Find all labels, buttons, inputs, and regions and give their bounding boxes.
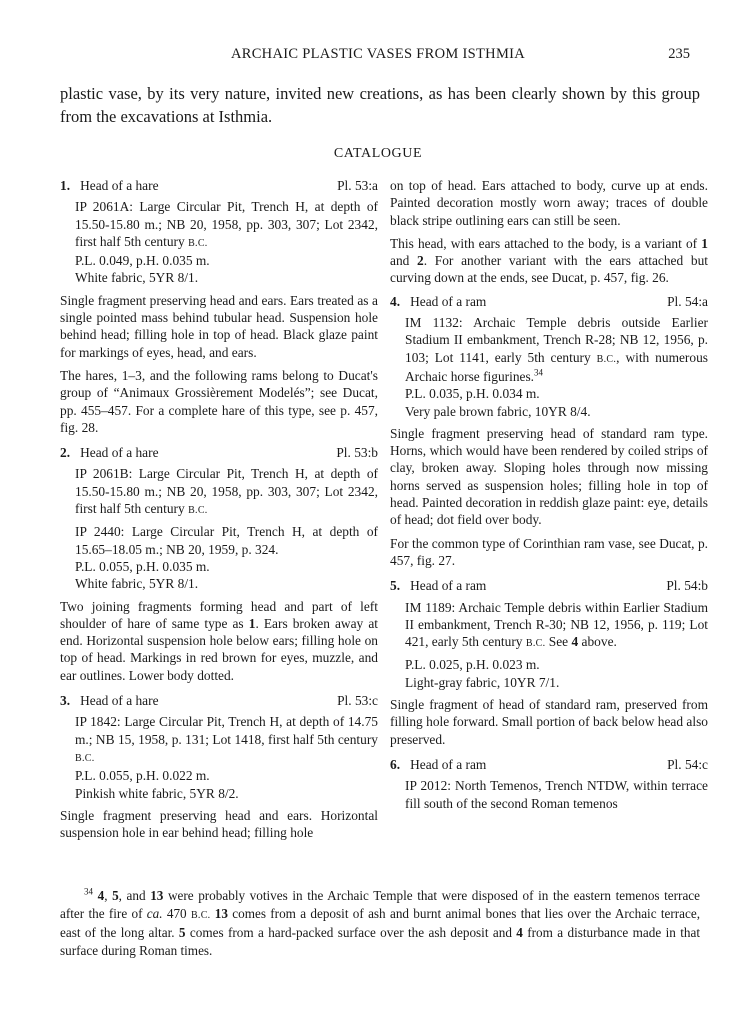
catalogue-entry-4 [390,293,708,569]
description [60,598,378,684]
plate-reference: Pl. 53:c [337,693,378,709]
dimensions: P.L. 0.055, p.H. 0.022 m. [75,768,210,784]
entry-title-group [60,444,159,461]
catalogue-entry-3 [60,692,378,841]
fabric: White fabric, 5YR 8/1. [75,576,199,592]
commentary: The hares, 1–3, and the following rams belong to Ducat's group of “Animaux Grossièrement Modelés”; see Ducat, pp. 455–457. For a complete hare of this type, see p. 457, fig. 28. [60,367,378,435]
entry-title: Head of a ram [410,293,487,309]
entry-title: Head of a ram [410,578,487,594]
entry-reference: 5 [178,925,186,940]
find-text: IM 1189: Archaic Temple debris within Earlier Stadium II embankment, Trench R-30; NB 12, 1956, p. 119; Lot 421, early 5th century [405,599,708,650]
entry-heading [60,692,378,709]
description: Single fragment preserving head and ears. Ears treated as a single pointed mass behind tubular head. Suspension hole behind head; filling hole in top of head. Black glaze paint for markings of eyes, head, and ears. [60,292,378,360]
find-context [75,198,378,252]
entry-reference: 5 [112,888,119,903]
footnote-34 [60,887,700,959]
era-label: B.C. [188,237,208,249]
find-text: IP 2061B: Large Circular Pit, Trench H, at depth of 15.50-15.80 m.; NB 20, 1958, pp. 303, 307; Lot 2342, first half 5th century [75,466,378,517]
commentary-text: and [390,253,410,269]
entry-heading [60,177,378,194]
entry-title-group [390,756,486,773]
entry-title-group [60,692,159,709]
entry-heading [390,577,708,594]
era-label: B.C. [596,353,617,365]
entry-number: 3. [60,693,71,709]
entry-metadata [60,713,378,801]
entry-title: Head of a ram [410,756,487,772]
commentary [390,235,708,287]
description: Single fragment preserving head and ears. Horizontal suspension hole in ear behind head; filling hole [60,807,378,841]
entry-metadata [390,314,708,420]
entry-title-group [390,577,486,594]
entry-heading [60,444,378,461]
entry-title: Head of a hare [80,693,159,709]
dimensions: P.L. 0.055, p.H. 0.035 m. [75,558,210,574]
dimensions: P.L. 0.025, p.H. 0.023 m. [405,657,540,673]
left-column [60,177,378,849]
entry-heading [390,293,708,310]
description-text: Two joining fragments forming head and part of left shoulder of hare of same type as [60,598,378,631]
entry-number: 6. [390,756,401,772]
entry-reference: 1 [701,235,708,251]
entry-reference: 13 [150,888,164,903]
page-number: 235 [668,46,690,62]
dimensions: P.L. 0.049, p.H. 0.035 m. [75,253,210,269]
footnote-text: were probably votives in the Archaic Temple that were disposed of in the eastern temenos terrace after the fire of [60,888,701,921]
plate-reference: Pl. 53:b [336,445,378,461]
footnote-text: , and [118,888,151,903]
entry-title: Head of a hare [80,178,159,193]
description: Single fragment preserving head of standard ram type. Horns, which would have been rendered by coiled strips of clay, broken away. Sloping holes through now missing horns served as suspension holes; filling hole in top of head. Painted decoration in reddish glaze paint: eye, details of head; dot field over body. [390,425,708,528]
entry-reference: 2 [417,253,424,269]
entry-reference: 13 [214,905,228,921]
entry-number: 2. [60,445,71,461]
description-text: . Ears broken away at end. Horizontal suspension hole below ears; filling hole on top of head. Markings in red brown for eyes, muzzle, and ear outlines. Lower body dotted. [60,615,378,683]
fabric: White fabric, 5YR 8/1. [75,270,199,286]
running-title: ARCHAIC PLASTIC VASES FROM ISTHMIA [230,46,526,62]
entry-metadata [60,198,378,286]
plate-reference: Pl. 53:a [337,178,378,193]
find-text: IP 2061A: Large Circular Pit, Trench H, at depth of 15.50-15.80 m.; NB 20, 1958, pp. 303, 307; Lot 2342, first half 5th century [75,199,378,249]
footnote-text: , [104,888,113,903]
description: Single fragment of head of standard ram, preserved from filling hole forward. Small portion of back below head also preserved. [390,697,708,747]
fabric: Light-gray fabric, 10YR 7/1. [405,674,560,690]
plate-reference: Pl. 54:b [666,578,708,594]
footnote-marker[interactable]: 34 [534,367,544,378]
entry-number: 5. [390,578,401,594]
right-column [390,177,708,820]
intro-paragraph: plastic vase, by its very nature, invited new creations, as has been clearly shown by this group from the excavations at Isthmia. [60,84,700,126]
find-context: IP 2012: North Temenos, Trench NTDW, within terrace fill south of the second Roman temenos [405,778,708,811]
footnote-text: 470 [166,905,187,921]
entry-title-group [390,293,486,310]
running-head [0,46,756,66]
footnote-text: from a disturbance made in that surface during Roman times. [60,925,700,958]
entry-reference: 1 [248,615,256,631]
find-text: IP 1842: Large Circular Pit, Trench H, at depth of 14.75 m.; NB 15, 1958, p. 131; Lot 1418, first half 5th century [75,714,378,747]
entry-title-group [60,177,159,194]
entry-heading [390,756,708,773]
find-text: above. [581,634,617,650]
entry-number: 4. [390,293,401,309]
entry-metadata [390,599,708,691]
footnote-text: comes from a hard-packed surface over the ash deposit and [189,925,512,940]
footnote-number: 34 [84,886,93,897]
find-text: IM 1132: Archaic Temple debris outside Earlier Stadium II embankment, Trench R-28; NB 12, 1956, p. 103; Lot 1141, early 5th century [405,315,708,365]
entry-metadata [390,777,708,812]
find-text: , with numerous Archaic horse figurines. [405,349,708,384]
era-label: B.C. [190,909,211,921]
catalogue-entry-5 [390,577,708,748]
find-context [75,465,378,519]
catalogue-entry-2 [60,444,378,684]
footnote-text: comes from a deposit of ash and burnt animal bones that lies over the Archaic terrace, east of the long altar. [60,905,701,940]
find-context-2: IP 2440: Large Circular Pit, Trench H, at depth of 15.65–18.05 m.; NB 20, 1959, p. 324. [75,524,378,557]
catalogue-entry-6 [390,756,708,812]
commentary-text: . For another variant with the ears attached but curving down at the ends, see Ducat, p. 457, fig. 26. [390,253,708,286]
find-context [75,713,378,767]
entry-title: Head of a hare [80,445,159,461]
catalogue-entry-1 [60,177,378,436]
era-label: B.C. [525,638,546,650]
dimensions: P.L. 0.035, p.H. 0.034 m. [405,386,540,402]
entry-reference: 4 [571,634,579,650]
commentary-text: This head, with ears attached to the body, is a variant of [390,235,698,251]
era-label: B.C. [188,505,208,517]
plate-reference: Pl. 54:c [667,756,708,772]
era-label: B.C. [75,752,95,764]
plate-reference: Pl. 54:a [667,293,708,309]
entry-reference: 4 [97,888,105,903]
find-context [405,599,708,653]
entry-reference: 4 [516,925,523,940]
footnote-text: ca. [146,905,163,921]
find-text: See [548,634,569,650]
find-context [405,314,708,385]
fabric: Pinkish white fabric, 5YR 8/2. [75,785,239,801]
commentary: For the common type of Corinthian ram vase, see Ducat, p. 457, fig. 27. [390,535,708,568]
entry-number: 1. [60,178,71,193]
continued-description: on top of head. Ears attached to body, curve up at ends. Painted decoration mostly worn away; traces of double black stripe outlining ears can still be seen. [390,178,708,228]
section-title: CATALOGUE [333,146,423,161]
entry-metadata [60,465,378,592]
fabric: Very pale brown fabric, 10YR 8/4. [405,403,591,419]
